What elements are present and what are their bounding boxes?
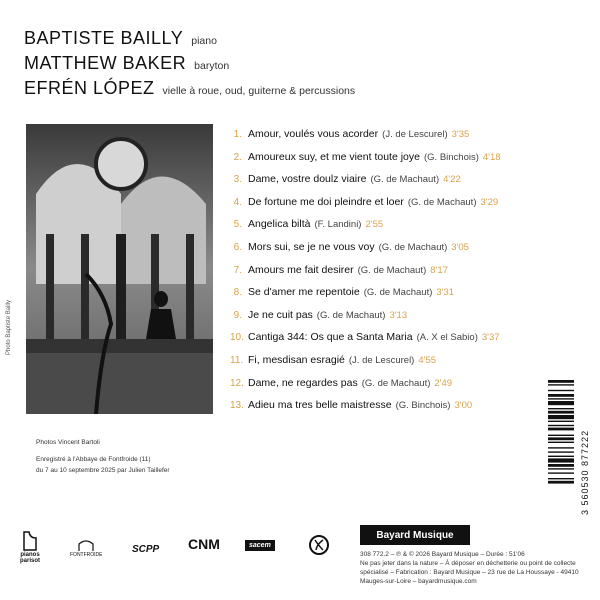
label-logo: Bayard Musique bbox=[360, 525, 470, 545]
track-number: 5. bbox=[233, 219, 242, 231]
track-row bbox=[230, 399, 560, 422]
track-duration: 3'31 bbox=[436, 287, 455, 299]
partner-logos bbox=[20, 530, 350, 580]
track-title: Amours me fait desirer bbox=[248, 263, 354, 276]
track-title: Dame, ne regardes pas bbox=[248, 376, 358, 389]
track-title: Fi, mesdisan esragié bbox=[248, 353, 345, 366]
track-row bbox=[230, 354, 560, 377]
track-number: 7. bbox=[233, 264, 242, 276]
track-composer: (G. Binchois) bbox=[423, 151, 479, 163]
pianos-paris-logo: pianos parisot bbox=[20, 530, 40, 564]
track-duration: 4'22 bbox=[443, 174, 461, 186]
track-duration: 2'49 bbox=[434, 377, 453, 389]
track-row bbox=[230, 241, 560, 264]
track-title: Amoureux suy, et me vient toute joye bbox=[248, 150, 420, 163]
cnm-logo: CNM bbox=[188, 536, 220, 552]
track-number: 6. bbox=[233, 241, 242, 253]
region-logo bbox=[308, 534, 330, 556]
track-title: De fortune me doi pleindre et loer bbox=[248, 195, 404, 208]
artist-role: vielle à roue, oud, guiterne & percussions bbox=[162, 85, 356, 97]
track-number: 12. bbox=[230, 377, 244, 389]
artist-role: baryton bbox=[194, 60, 230, 72]
fontfroide-logo: FONTFROIDE bbox=[70, 538, 103, 558]
legal-line: Ne pas jeter dans la nature – À déposer en déchetterie ou point de collecte spécialisé – Fabrication : Bayard Musique – 23 rue de La Houssaye - 49410 Mauges-sur-Loire – bayardmusique.com bbox=[360, 560, 579, 585]
barcode-number: 3 560530 877222 bbox=[580, 429, 590, 515]
track-title: Dame, vostre doulz viaire bbox=[248, 173, 367, 186]
abbey-icon bbox=[77, 538, 95, 552]
track-duration: 3'13 bbox=[389, 309, 408, 321]
region-icon bbox=[308, 534, 330, 556]
track-row bbox=[230, 151, 560, 174]
photo-credits: Photos Vincent Bartoli bbox=[36, 439, 100, 446]
track-list bbox=[230, 128, 560, 422]
track-number: 9. bbox=[233, 309, 242, 321]
track-composer: (G. de Machaut) bbox=[407, 196, 477, 208]
track-title: Amour, voulés vous acorder bbox=[248, 128, 379, 140]
photo-credit: Photo Baptiste Bailly bbox=[6, 299, 12, 355]
track-number: 8. bbox=[233, 287, 242, 299]
track-duration: 4'18 bbox=[482, 151, 501, 163]
track-number: 11. bbox=[230, 354, 244, 366]
track-title: Se d'amer me repentoie bbox=[248, 286, 360, 299]
sacem-logo: sacem bbox=[245, 540, 275, 551]
cloister-photo-image bbox=[26, 124, 213, 414]
track-composer: (A. X el Sabio) bbox=[416, 332, 478, 344]
track-row bbox=[230, 218, 560, 241]
artist-1 bbox=[24, 28, 355, 53]
track-composer: (F. Landini) bbox=[314, 219, 362, 231]
legal-line: 308 772.2 – ℗ & © 2026 Bayard Musique – Durée : 51'06 bbox=[360, 551, 525, 558]
track-duration: 3'29 bbox=[480, 196, 499, 208]
track-composer: (G. de Machaut) bbox=[363, 287, 433, 299]
track-duration: 3'35 bbox=[451, 129, 470, 140]
track-composer: (G. de Machaut) bbox=[357, 264, 427, 276]
track-duration: 3'00 bbox=[454, 400, 473, 412]
scpp-logo: SCPP bbox=[132, 544, 160, 555]
barcode bbox=[548, 380, 574, 515]
track-number: 4. bbox=[233, 196, 242, 208]
artist-3 bbox=[24, 78, 355, 103]
track-title: Adieu ma tres belle maistresse bbox=[248, 399, 392, 412]
track-row bbox=[230, 309, 560, 332]
artist-name: BAPTISTE BAILLY bbox=[24, 28, 184, 48]
track-composer: (G. de Machaut) bbox=[316, 309, 386, 321]
track-composer: (G. de Machaut) bbox=[361, 377, 431, 389]
track-composer: (J. de Lescurel) bbox=[348, 354, 415, 366]
track-number: 13. bbox=[230, 400, 244, 412]
track-number: 1. bbox=[233, 129, 242, 140]
track-title: Angelica biltà bbox=[248, 218, 311, 231]
legal-text bbox=[360, 550, 600, 586]
track-row bbox=[230, 264, 560, 287]
track-row bbox=[230, 173, 560, 196]
track-row bbox=[230, 196, 560, 219]
artist-list bbox=[24, 28, 355, 103]
track-title: Mors sui, se je ne vous voy bbox=[248, 240, 375, 253]
recording-credits bbox=[36, 437, 170, 476]
track-composer: (G. de Machaut) bbox=[370, 174, 440, 186]
artist-role: piano bbox=[191, 35, 217, 47]
track-title: Cantiga 344: Os que a Santa Maria bbox=[248, 331, 413, 344]
track-number: 2. bbox=[233, 151, 242, 163]
track-duration: 3'37 bbox=[481, 332, 500, 344]
track-duration: 2'55 bbox=[365, 219, 384, 231]
artist-name: MATTHEW BAKER bbox=[24, 53, 187, 73]
track-composer: (J. de Lescurel) bbox=[382, 129, 448, 140]
track-duration: 4'55 bbox=[418, 354, 437, 366]
track-number: 3. bbox=[233, 174, 242, 186]
track-row bbox=[230, 286, 560, 309]
track-title: Je ne cuit pas bbox=[248, 308, 313, 321]
track-row bbox=[230, 377, 560, 400]
track-duration: 3'05 bbox=[451, 241, 469, 253]
track-composer: (G. de Machaut) bbox=[378, 241, 448, 253]
artist-name: EFRÉN LÓPEZ bbox=[24, 78, 155, 98]
track-row bbox=[230, 128, 560, 151]
track-composer: (G. Binchois) bbox=[395, 400, 451, 412]
piano-icon bbox=[21, 530, 39, 552]
recording-dates: du 7 au 10 septembre 2025 par Julien Taillefer bbox=[36, 467, 170, 474]
artist-2 bbox=[24, 53, 355, 78]
cloister-photo bbox=[26, 124, 213, 414]
recording-location: Enregistré à l'Abbaye de Fontfroide (11) bbox=[36, 456, 151, 463]
track-duration: 8'17 bbox=[430, 264, 448, 276]
track-row bbox=[230, 331, 560, 354]
track-number: 10. bbox=[230, 332, 244, 344]
